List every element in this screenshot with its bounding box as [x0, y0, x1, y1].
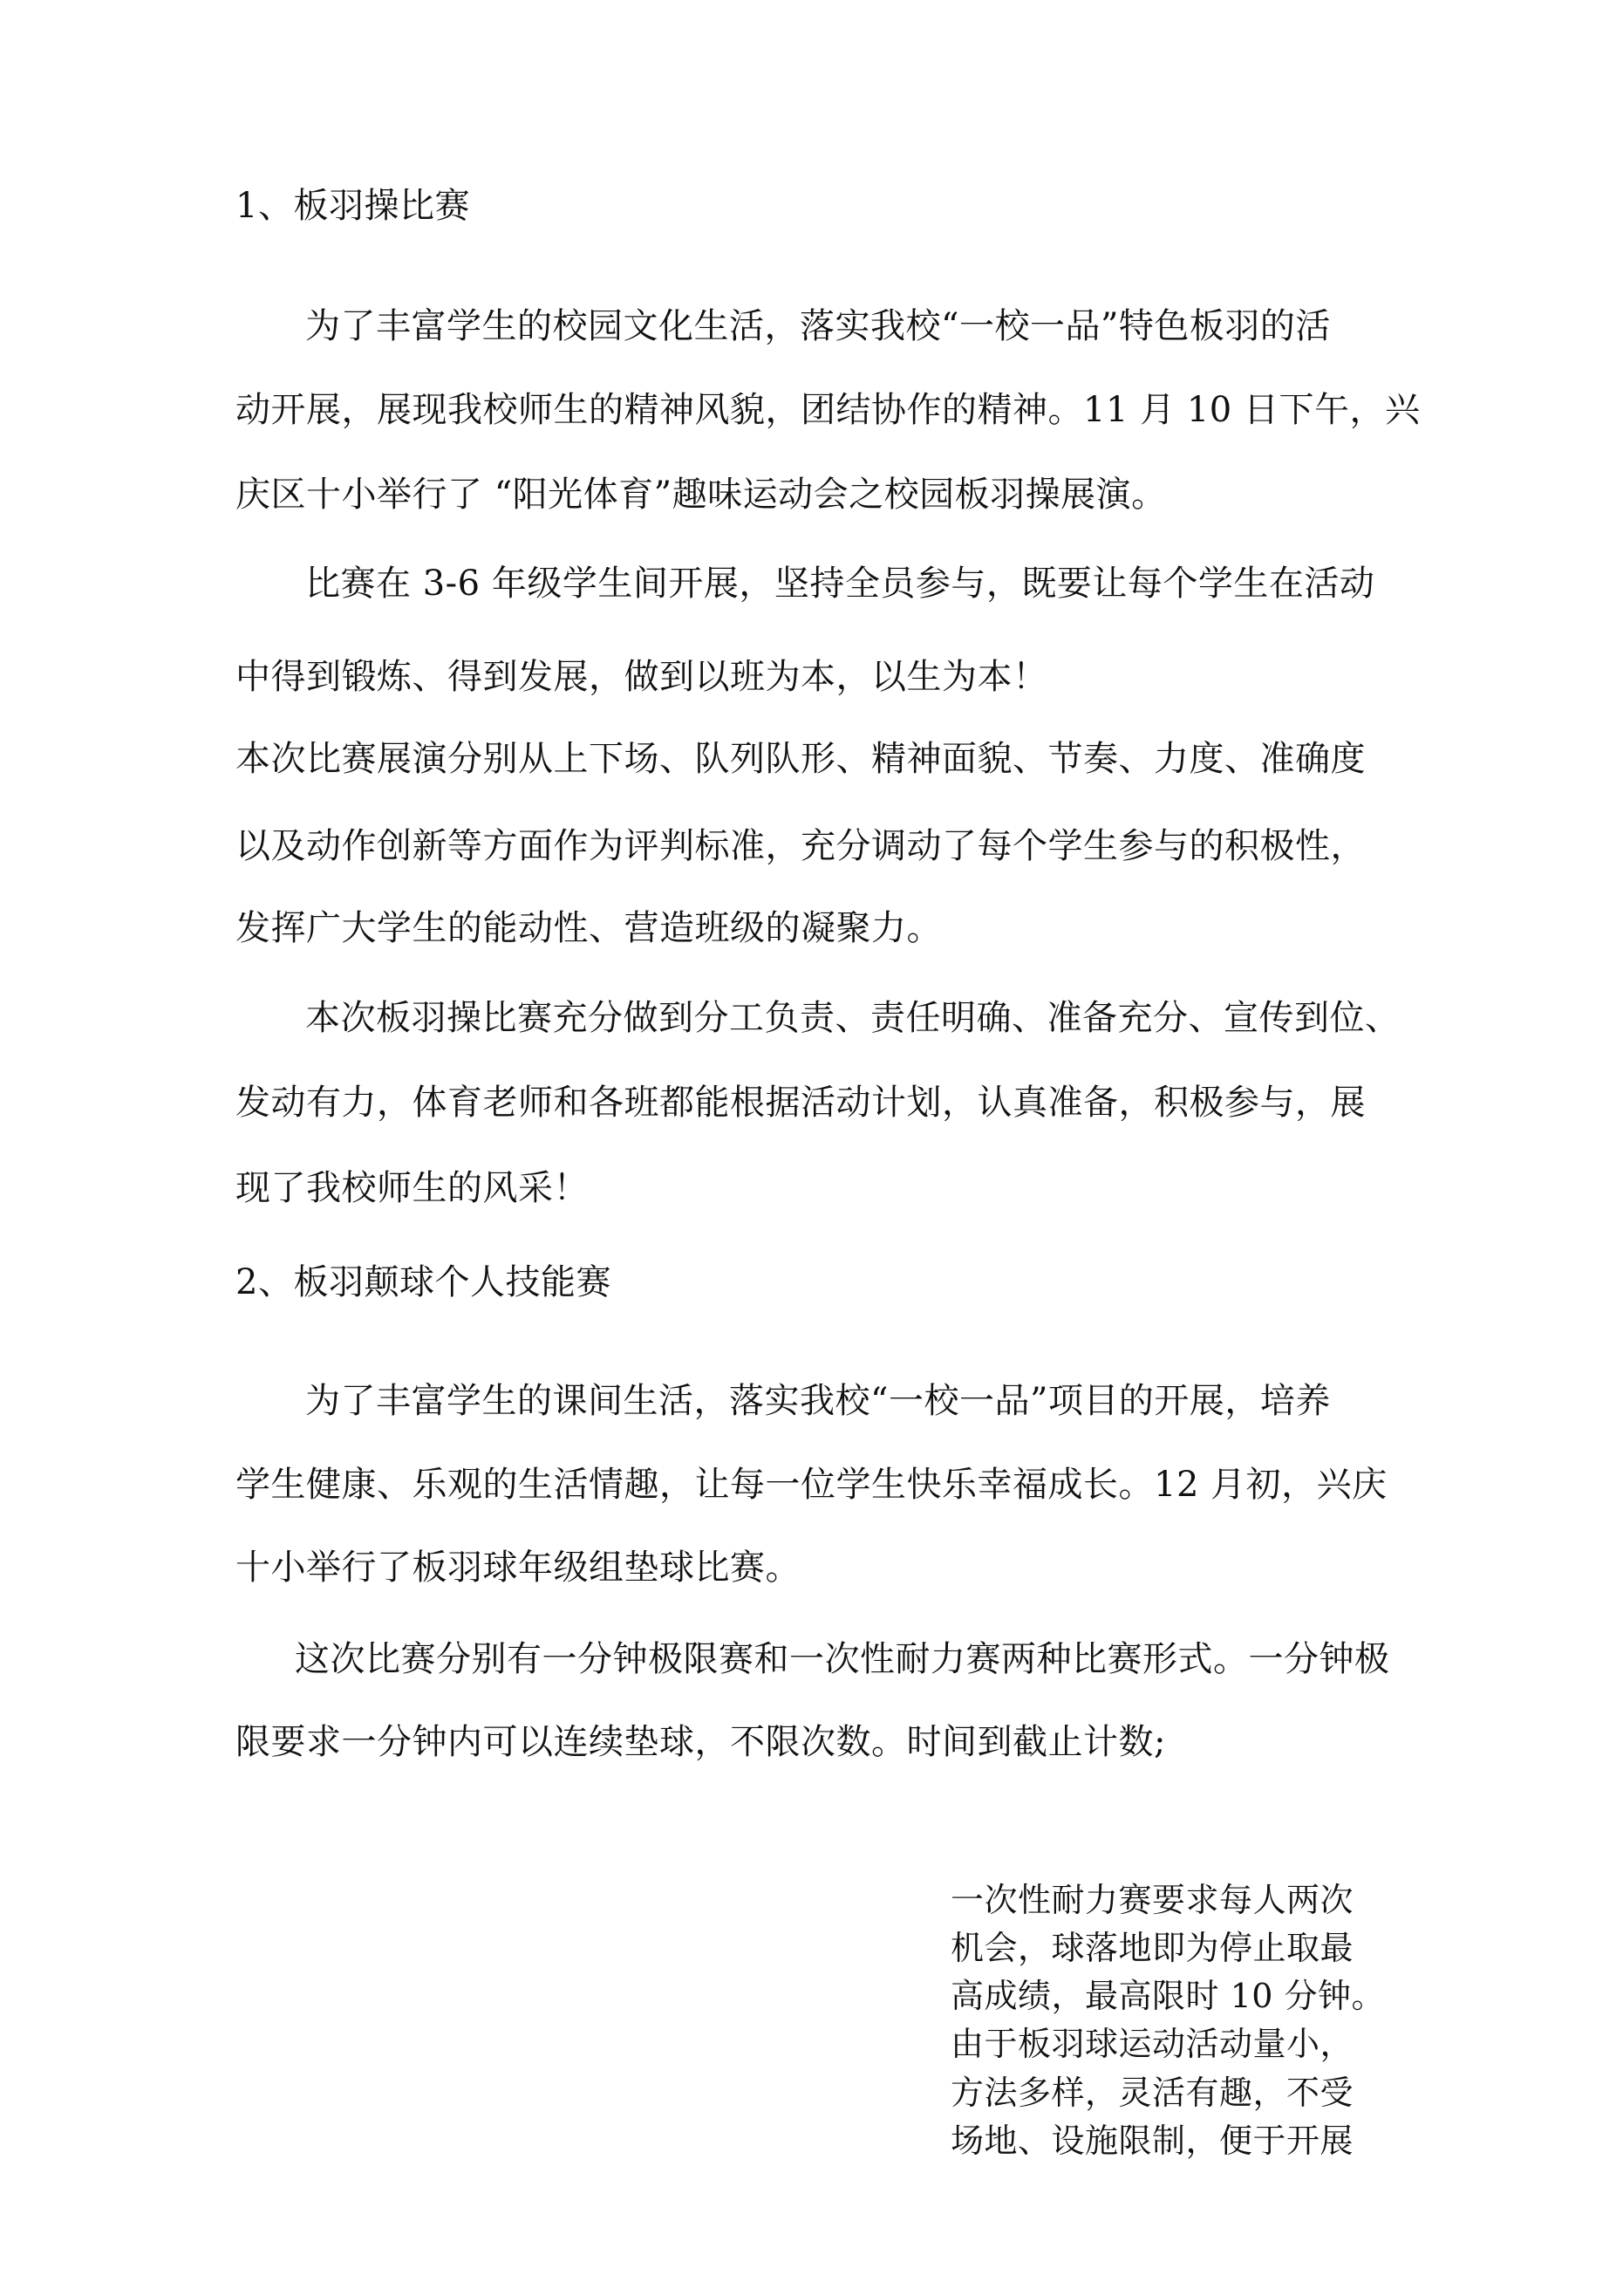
paragraph-line: 发挥广大学生的能动性、营造班级的凝聚力。 [235, 908, 942, 948]
side-text-line: 场地、设施限制，便于开展 [951, 2122, 1354, 2160]
side-text-line: 由于板羽球运动活动量小， [951, 2025, 1354, 2063]
paragraph-line: 发动有力，体育老师和各班都能根据活动计划，认真准备，积极参与，展 [235, 1083, 1366, 1123]
paragraph-line: 本次板羽操比赛充分做到分工负责、责任明确、准备充分、宣传到位、 [305, 998, 1401, 1038]
paragraph-line: 以及动作创新等方面作为评判标准，充分调动了每个学生参与的积极性， [235, 826, 1366, 866]
side-text-line: 机会，球落地即为停止取最 [951, 1929, 1354, 1967]
side-text-line: 方法多样，灵活有趣，不受 [951, 2074, 1354, 2112]
section-2-heading: 2、板羽颠球个人技能赛 [235, 1262, 611, 1302]
paragraph-line: 限要求一分钟内可以连续垫球，不限次数。时间到截止计数; [235, 1722, 1166, 1762]
paragraph-line: 这次比赛分别有一分钟极限赛和一次性耐力赛两种比赛形式。一分钟极 [295, 1639, 1390, 1679]
paragraph-line: 学生健康、乐观的生活情趣，让每一位学生快乐幸福成长。12 月初，兴庆 [235, 1465, 1388, 1505]
paragraph-line: 十小举行了板羽球年级组垫球比赛。 [235, 1548, 801, 1588]
paragraph-line: 本次比赛展演分别从上下场、队列队形、精神面貌、节奏、力度、准确度 [235, 739, 1366, 779]
side-text-line: 一次性耐力赛要求每人两次 [951, 1881, 1354, 1919]
paragraph-line: 动开展，展现我校师生的精神风貌，团结协作的精神。11 月 10 日下午，兴 [235, 390, 1421, 430]
side-text-line: 高成绩，最高限时 10 分钟。 [951, 1977, 1386, 2015]
paragraph-line: 为了丰富学生的校园文化生活，落实我校“一校一品”特色板羽的活 [305, 306, 1331, 346]
paragraph-line: 现了我校师生的风采！ [235, 1168, 589, 1208]
paragraph-line: 庆区十小举行了 “阳光体育”趣味运动会之校园板羽操展演。 [235, 475, 1167, 515]
paragraph-line: 比赛在 3-6 年级学生间开展，坚持全员参与，既要让每个学生在活动 [305, 564, 1375, 604]
section-1-heading: 1、板羽操比赛 [235, 186, 470, 226]
paragraph-line: 中得到锻炼、得到发展，做到以班为本，以生为本！ [235, 657, 1048, 697]
paragraph-line: 为了丰富学生的课间生活，落实我校“一校一品”项目的开展，培养 [305, 1381, 1331, 1421]
